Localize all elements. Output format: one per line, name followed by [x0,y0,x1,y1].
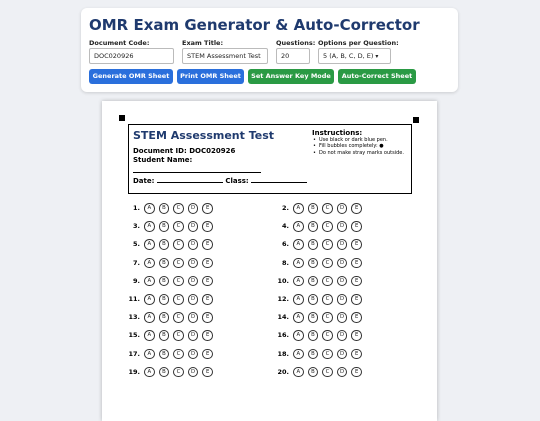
answer-bubble[interactable]: E [202,349,213,360]
answer-bubble[interactable]: B [308,349,319,360]
answer-bubble[interactable]: B [159,330,170,341]
answer-bubble[interactable]: D [188,349,199,360]
answer-bubble[interactable]: E [351,330,362,341]
answer-bubble[interactable]: E [351,294,362,305]
answer-bubble[interactable]: C [322,276,333,287]
answer-bubble[interactable]: C [173,367,184,378]
questions-input[interactable]: 20 [276,48,310,64]
answer-bubble[interactable]: D [337,294,348,305]
answer-bubble[interactable]: C [322,258,333,269]
answer-bubble[interactable]: A [144,349,155,360]
answer-bubble[interactable]: E [351,276,362,287]
answer-bubble[interactable]: A [144,221,155,232]
answer-bubble[interactable]: B [159,239,170,250]
answer-bubble[interactable]: E [202,294,213,305]
options-select-value: 5 (A, B, C, D, E) [323,52,374,60]
answer-bubble[interactable]: E [202,330,213,341]
answer-bubble[interactable]: C [322,203,333,214]
answer-bubble[interactable]: C [322,330,333,341]
answer-bubble[interactable]: C [173,349,184,360]
answer-bubble[interactable]: D [337,239,348,250]
answer-bubble[interactable]: D [188,221,199,232]
question-row [102,312,222,322]
app-title: OMR Exam Generator & Auto-Corrector [89,16,420,34]
class-line [251,176,307,183]
answer-bubble[interactable]: A [144,367,155,378]
date-class-row [133,176,307,185]
question-number: 4. [282,222,289,231]
answer-bubble[interactable]: B [159,367,170,378]
question-number: 7. [133,258,140,267]
answer-bubble[interactable]: A [293,221,304,232]
answer-bubble[interactable]: B [308,258,319,269]
answer-bubble[interactable]: E [351,367,362,378]
answer-bubble[interactable]: D [188,239,199,250]
answer-bubble[interactable]: B [159,221,170,232]
question-number: 2. [282,204,289,212]
instructions [312,129,410,156]
question-number: 17. [128,349,140,358]
options-label: Options per Question: [318,39,399,47]
document-id: Document ID: DOC020926 [133,147,236,155]
question-number: 5. [133,240,140,249]
question-row [251,349,371,359]
date-label: Date: [133,177,155,185]
answer-bubble[interactable]: D [337,349,348,360]
answer-bubble[interactable]: E [351,312,362,323]
answer-bubble[interactable]: B [159,203,170,214]
print-omr-button[interactable]: Print OMR Sheet [177,69,244,84]
answer-bubble[interactable]: E [351,221,362,232]
instruction-item: • Do not make stray marks outside. [312,150,410,156]
question-row [102,203,222,213]
answer-bubble[interactable]: D [188,258,199,269]
answer-bubble[interactable]: E [351,258,362,269]
generate-omr-button[interactable]: Generate OMR Sheet [89,69,173,84]
answer-bubble[interactable]: E [202,367,213,378]
question-number: 12. [277,295,289,303]
answer-key-mode-button[interactable]: Set Answer Key Mode [248,69,334,84]
class-label: Class: [225,177,249,185]
question-number: 3. [133,222,140,231]
answer-bubble[interactable]: D [337,203,348,214]
answer-bubble[interactable]: D [188,312,199,323]
answer-bubble[interactable]: E [202,276,213,287]
answer-bubble[interactable]: A [293,349,304,360]
answer-bubble[interactable]: C [322,239,333,250]
answer-bubble[interactable]: C [173,221,184,232]
answer-bubble[interactable]: B [159,258,170,269]
sheet-title: STEM Assessment Test [133,129,275,142]
answer-bubble[interactable]: C [173,239,184,250]
alignment-marker-right [413,117,419,123]
question-row [102,367,222,377]
question-row [102,349,222,359]
question-number: 8. [282,258,289,267]
question-row [251,367,371,377]
answer-bubble[interactable]: B [308,221,319,232]
answer-bubble[interactable]: D [188,367,199,378]
doc-code-label: Document Code: [89,39,150,47]
questions-label: Questions: [276,39,316,47]
question-row [102,330,222,340]
answer-bubble[interactable]: B [308,276,319,287]
alignment-marker-left [119,115,125,121]
answer-bubble[interactable]: A [144,258,155,269]
answer-bubble[interactable]: B [308,330,319,341]
answer-bubble[interactable]: B [159,276,170,287]
question-row [251,221,371,231]
question-row [251,276,371,286]
question-number: 9. [133,276,140,285]
question-row [251,294,371,304]
answer-bubble[interactable]: A [293,294,304,305]
answer-bubble[interactable]: A [144,239,155,250]
answer-bubble[interactable]: A [144,203,155,214]
answer-bubble[interactable]: D [337,312,348,323]
answer-bubble[interactable]: C [322,312,333,323]
answer-bubble[interactable]: B [308,312,319,323]
controls-panel [81,8,458,92]
question-row [102,276,222,286]
answer-bubble[interactable]: E [351,239,362,250]
exam-title-label: Exam Title: [182,39,224,47]
instruction-item: • Use black or dark blue pen. [312,137,410,143]
question-row [102,239,222,249]
answer-bubble[interactable]: A [144,330,155,341]
exam-title-input[interactable]: STEM Assessment Test [182,48,268,64]
answer-bubble[interactable]: D [337,276,348,287]
answer-bubble[interactable]: A [293,330,304,341]
answer-bubble[interactable]: E [202,203,213,214]
answer-bubble[interactable]: B [308,294,319,305]
answer-bubble[interactable]: D [188,203,199,214]
doc-code-input[interactable]: DOC020926 [89,48,174,64]
question-row [251,330,371,340]
answer-bubble[interactable]: D [188,330,199,341]
answer-bubble[interactable]: B [308,203,319,214]
answer-bubble[interactable]: E [202,239,213,250]
question-row [102,258,222,268]
answer-bubble[interactable]: D [337,367,348,378]
answer-bubble[interactable]: A [293,367,304,378]
question-row [251,312,371,322]
answer-bubble[interactable]: E [202,221,213,232]
chevron-down-icon: ▾ [375,53,379,60]
answer-bubble[interactable]: A [144,312,155,323]
omr-sheet [102,101,437,421]
question-row [102,294,222,304]
answer-bubble[interactable]: A [293,258,304,269]
answer-bubble[interactable]: A [293,203,304,214]
answer-bubble[interactable]: B [159,312,170,323]
question-number: 14. [277,313,289,322]
answer-bubble[interactable]: C [322,294,333,305]
answer-bubble[interactable]: D [188,294,199,305]
question-row [251,258,371,268]
question-number: 13. [128,313,140,322]
question-number: 18. [277,349,289,358]
date-line [157,176,223,183]
answer-bubble[interactable]: A [293,312,304,323]
question-number: 15. [128,331,140,340]
answer-bubble[interactable]: D [337,221,348,232]
answer-bubble[interactable]: B [308,239,319,250]
question-row [102,221,222,231]
answer-bubble[interactable]: A [293,239,304,250]
answer-bubble[interactable]: C [173,258,184,269]
answer-bubble[interactable]: B [159,349,170,360]
answer-bubble[interactable]: C [173,312,184,323]
answer-bubble[interactable]: E [202,312,213,323]
options-select[interactable] [318,48,391,64]
answer-bubble[interactable]: E [351,203,362,214]
answer-bubble[interactable]: E [202,258,213,269]
question-number: 16. [277,331,289,340]
answer-bubble[interactable]: A [293,276,304,287]
question-number: 11. [128,295,140,303]
answer-bubble[interactable]: D [337,258,348,269]
answer-bubble[interactable]: E [351,349,362,360]
answer-bubble[interactable]: C [173,276,184,287]
question-number: 20. [277,367,289,376]
answer-bubble[interactable]: D [188,276,199,287]
answer-bubble[interactable]: C [173,203,184,214]
question-number: 6. [282,240,289,249]
answer-bubble[interactable]: C [322,221,333,232]
sheet-header [128,124,412,194]
student-name-line [133,172,261,173]
answer-bubble[interactable]: A [144,294,155,305]
instruction-item: • Fill bubbles completely: ● [312,143,410,149]
answer-bubble[interactable]: C [322,367,333,378]
answer-bubble[interactable]: A [144,276,155,287]
question-row [251,239,371,249]
answer-bubble[interactable]: D [337,330,348,341]
question-number: 10. [277,276,289,285]
answer-bubble[interactable]: C [173,294,184,305]
answer-bubble[interactable]: B [159,294,170,305]
question-number: 19. [128,367,140,376]
answer-bubble[interactable]: C [173,330,184,341]
answer-bubble[interactable]: B [308,367,319,378]
auto-correct-button[interactable]: Auto-Correct Sheet [338,69,416,84]
answer-bubble[interactable]: C [322,349,333,360]
student-name-label: Student Name: [133,156,193,164]
question-number: 1. [133,204,140,212]
instructions-title: Instructions: [312,129,363,137]
question-row [251,203,371,213]
